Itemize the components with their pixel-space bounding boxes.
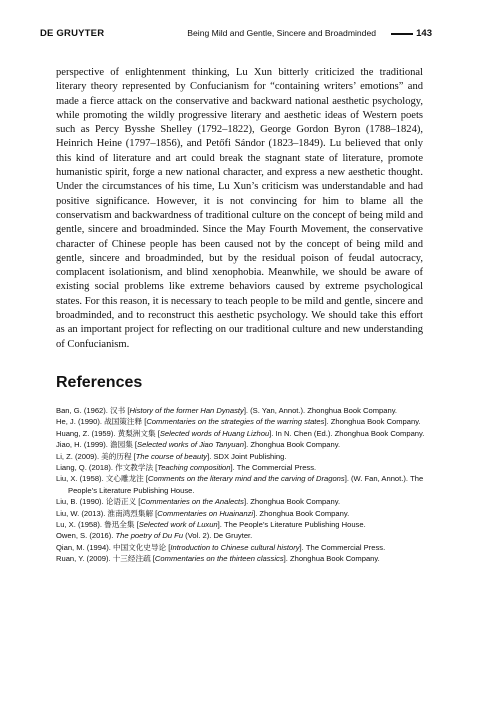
reference-item — [56, 405, 428, 416]
reference-tail: ]. The Commercial Press. — [299, 542, 386, 552]
reference-item — [56, 439, 428, 450]
reference-item — [56, 519, 428, 530]
reference-title: Selected work of Luxun — [138, 520, 218, 530]
page-number: 143 — [416, 28, 432, 39]
reference-item — [56, 496, 428, 507]
reference-lead: Ban, G. (1962). 汉书 [ — [56, 406, 130, 415]
reference-lead: Huang, Z. (1959). 黄梨洲文集 [ — [56, 428, 160, 438]
reference-tail: ]. Zhonghua Book Company. — [283, 554, 380, 564]
reference-item — [56, 508, 428, 519]
reference-lead: Liu, X. (1958). 文心雕龙注 [ — [56, 474, 148, 484]
reference-tail: ]. The Commercial Press. — [230, 463, 317, 473]
reference-tail: ]. (S. Yan, Annot.). Zhonghua Book Company. — [243, 406, 398, 415]
reference-lead: Qian, M. (1994). 中国文化史导论 [ — [56, 542, 171, 552]
reference-item — [56, 462, 428, 473]
reference-lead: Liu, B. (1990). 论语正义 [ — [56, 497, 141, 507]
reference-item — [56, 451, 428, 462]
running-header — [40, 28, 480, 42]
reference-title: Selected words of Huang Lizhou — [159, 428, 270, 438]
reference-title: Commentaries on Huainanzi — [157, 508, 254, 518]
reference-lead: Liu, W. (2013). 淮南鸿烈集解 [ — [56, 508, 158, 518]
running-title: Being Mild and Gentle, Sincere and Broadminded — [187, 28, 376, 38]
reference-item — [56, 553, 428, 564]
reference-title: Selected works of Jiao Tanyuan — [137, 440, 244, 450]
reference-tail: (Vol. 2). De Gruyter. — [183, 531, 253, 541]
reference-tail: ]. Zhonghua Book Company. — [243, 440, 341, 450]
reference-lead: Owen, S. (2016). — [56, 531, 116, 541]
header-rule — [391, 33, 413, 35]
reference-title: Comments on the literary mind and the carving of Dragons — [148, 474, 345, 484]
reference-tail: ]. Zhonghua Book Company. — [324, 417, 421, 427]
publisher-name: DE GRUYTER — [40, 28, 105, 39]
reference-title: The course of beauty — [135, 451, 208, 461]
reference-tail: ]. In N. Chen (Ed.). Zhonghua Book Company. — [269, 428, 425, 438]
references-list — [56, 405, 428, 565]
reference-title: Commentaries on the strategies of the warring states — [146, 417, 325, 427]
reference-item — [56, 542, 428, 553]
reference-tail: ]. The People’s Literature Publishing House. — [217, 520, 366, 530]
reference-title: Teaching composition — [157, 463, 231, 473]
reference-lead: Jiao, H. (1999). 澹园集 [ — [56, 440, 138, 450]
reference-lead: Lu, X. (1958). 鲁迅全集 [ — [56, 520, 139, 530]
reference-tail: ]. SDX Joint Publishing. — [207, 451, 287, 461]
reference-lead: Liang, Q. (2018). 作文教学法 [ — [56, 463, 158, 473]
reference-title: Introduction to Chinese cultural history — [170, 542, 300, 552]
references-heading: References — [56, 374, 143, 391]
reference-title: Commentaries on the Analects — [140, 497, 244, 507]
reference-item — [56, 473, 428, 496]
reference-lead: Ruan, Y. (2009). 十三经注疏 [ — [56, 554, 155, 564]
reference-lead: Li, Z. (2009). 美的历程 [ — [56, 451, 136, 461]
reference-lead: He, J. (1990). 战国策注释 [ — [56, 417, 147, 427]
reference-title: The poetry of Du Fu — [115, 531, 184, 541]
body-paragraph: perspective of enlightenment thinking, Lu Xun bitterly criticized the traditional literary theory represented by Confucianism for “containing writers’ emotions” and made a fierce attack on the conservative and backward national aesthetic psychology, while promoting the wildly progressive literary and aesthetic ideas of Western poets such as Percy Bysshe Shelley (1792–1822), George Gordon Byron (1788–1824), Heinrich Heine (1797–1856), and Petőfi Sándor (1823–1849). Lu believed that only this kind of literature and art could break the stagnant state of literature, promote humanistic spirit, forge a new national character, and express a new aesthetic thought. Under the circumstances of his time, Lu Xun’s criticism was understandable and had positive significance. However, it is not convincing for him to blame all the conservatism and backwardness of traditional culture on the concept of being mild and gentle, sincere and broadminded. Since the May Fourth Movement, the conservative character of Chinese people has been caused not by the concept of being mild and gentle, sincere and broadminded, but by the residual poison of feudal autocracy, complacent isolationism, and blind xenophobia. Meanwhile, we should be aware of existing social problems like extreme behaviors caused by extreme psychological states. For this reason, it is necessary to teach people to be mild and gentle, sincere and broadminded, and to reconstruct this aesthetic psychology. We should take this effort as an important project for reflecting on our traditional culture and new understanding of Confucianism. — [56, 67, 423, 350]
reference-tail: ]. Zhonghua Book Company. — [243, 497, 341, 507]
reference-item — [56, 530, 428, 541]
reference-title: History of the former Han Dynasty — [129, 406, 244, 415]
reference-item — [56, 428, 428, 439]
reference-tail: ]. Zhonghua Book Company. — [253, 508, 350, 518]
reference-tail: ]. (W. Fan, Annot.). The People’s Literature Publishing House. — [68, 474, 424, 495]
reference-item — [56, 416, 428, 427]
reference-title: Commentaries on the thirteen classics — [154, 554, 284, 564]
